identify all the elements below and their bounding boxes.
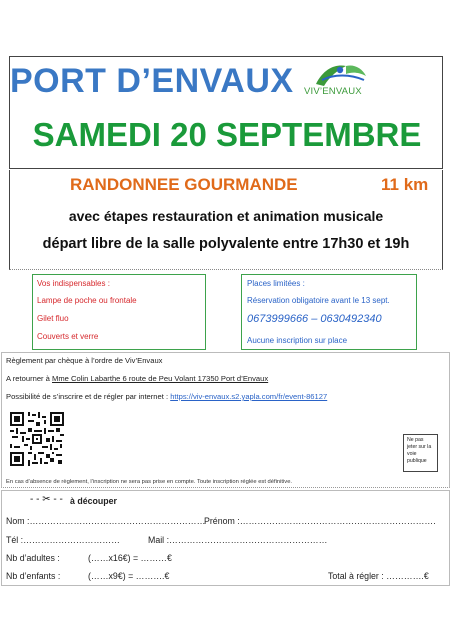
children-field[interactable]: (……x9€) = ……….€ bbox=[88, 571, 170, 581]
scissors-icon: - - ✂ - - bbox=[30, 494, 63, 505]
mail-field[interactable]: Mail :……………………………………………… bbox=[148, 535, 328, 545]
return-address: Mme Colin Labarthe 6 route de Peu Volant 17350 Port d’Envaux bbox=[52, 374, 269, 383]
return-line bbox=[6, 374, 268, 383]
cut-label: à découper bbox=[70, 496, 117, 506]
qr-code-icon[interactable] bbox=[10, 412, 64, 466]
essential-item: Lampe de poche ou frontale bbox=[37, 296, 137, 305]
booking-deadline: Réservation obligatoire avant le 13 sept. bbox=[247, 296, 390, 305]
event-name: RANDONNEE GOURMANDE bbox=[70, 175, 298, 194]
essentials-heading: Vos indispensables : bbox=[37, 279, 110, 288]
event-date: SAMEDI 20 SEPTEMBRE bbox=[32, 116, 422, 153]
adults-label: Nb d’adultes : bbox=[6, 553, 60, 563]
event-details: avec étapes restauration et animation musicale bbox=[68, 208, 384, 224]
total-field[interactable]: Total à régler : ………….€ bbox=[328, 571, 429, 581]
children-label: Nb d’enfants : bbox=[6, 571, 61, 581]
village-title: PORT D’ENVAUX bbox=[10, 62, 294, 100]
adults-field[interactable]: (……x16€) = ………€ bbox=[88, 553, 172, 563]
payment-cheque: Règlement par chèque à l’ordre de Viv’Envaux bbox=[6, 356, 163, 365]
payment-footer: En cas d’absence de règlement, l’inscription ne sera pas prise en compte. Toute inscription réglée est définitive. bbox=[6, 479, 293, 485]
phone-field[interactable]: Tél :…………………………… bbox=[6, 535, 120, 545]
phone-numbers: 0673999666 – 0630492340 bbox=[247, 313, 382, 325]
online-line bbox=[6, 392, 327, 401]
online-prefix: Possibilité de s’inscrire et de régler par internet : bbox=[6, 392, 171, 401]
firstname-field[interactable]: Prénom :…………………………………………………………. bbox=[204, 516, 436, 526]
payment-box bbox=[1, 352, 450, 488]
event-start: départ libre de la salle polyvalente entre 17h30 et 19h bbox=[42, 236, 410, 252]
online-link[interactable]: https://viv-envaux.s2.yapla.com/fr/event-86127 bbox=[170, 392, 328, 401]
event-distance: 11 km bbox=[381, 175, 429, 194]
litter-note: Ne pas jeter sur la voie publique bbox=[403, 434, 438, 472]
name-field[interactable]: Nom :…………………………………………………… bbox=[6, 516, 206, 526]
essential-item: Gilet fluo bbox=[37, 314, 69, 323]
booking-onsite: Aucune inscription sur place bbox=[247, 336, 348, 345]
return-prefix: A retourner à bbox=[6, 374, 53, 383]
essential-item: Couverts et verre bbox=[37, 332, 99, 341]
logo-text: VIV’ENVAUX bbox=[304, 86, 362, 97]
booking-heading: Places limitées : bbox=[247, 279, 305, 288]
